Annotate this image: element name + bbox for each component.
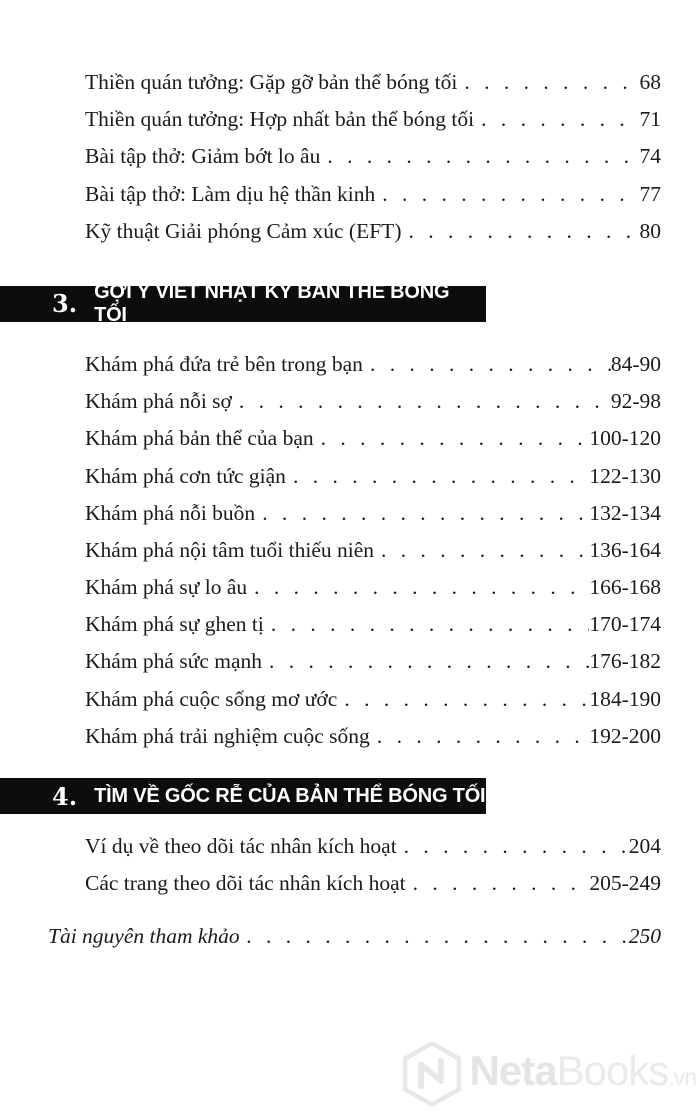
toc-resources-row [48, 918, 661, 955]
toc-entry-page: 80 [639, 218, 661, 243]
toc-entry-title: Khám phá bản thể của bạn [85, 426, 314, 451]
toc-entry-row [85, 176, 661, 213]
toc-entry-row [85, 495, 661, 532]
toc-entry-page: 77 [639, 181, 661, 206]
section-3-header [0, 280, 486, 326]
toc-entry-title: Khám phá cuộc sống mơ ước [85, 686, 338, 711]
toc-entry-title: Khám phá nội tâm tuổi thiếu niên [85, 537, 375, 562]
toc-entry-page: 71 [639, 107, 661, 132]
toc-entry-title: Bài tập thở: Làm dịu hệ thần kinh [85, 181, 376, 206]
section-number: 4. [52, 781, 78, 811]
dot-leader [375, 176, 639, 213]
toc-entry-row [85, 718, 661, 755]
toc-top-list [0, 0, 700, 250]
toc-entry-row [85, 681, 661, 718]
toc-entry-title: Khám phá nỗi buồn [85, 500, 256, 525]
toc-entry-title: Khám phá đứa trẻ bên trong bạn [85, 351, 363, 376]
section-number: 3. [52, 289, 78, 319]
dot-leader [255, 495, 589, 532]
dot-leader [240, 918, 629, 955]
dot-leader [474, 101, 639, 138]
toc-section3-list [0, 322, 700, 755]
dot-leader [262, 643, 589, 680]
toc-entry-title: Khám phá sự ghen tị [85, 612, 264, 637]
toc-entry-page: 132-134 [589, 500, 661, 525]
watermark-brand-books: Books [556, 1047, 669, 1094]
toc-entry-page: 250 [628, 924, 661, 949]
dot-leader [374, 532, 589, 569]
dot-leader [247, 569, 589, 606]
toc-entry-row [85, 458, 661, 495]
toc-entry-row [85, 532, 661, 569]
toc-entry-page: 184-190 [589, 686, 661, 711]
toc-entry-page: 192-200 [589, 723, 661, 748]
toc-entry-title: Khám phá trải nghiệm cuộc sống [85, 723, 370, 748]
toc-entry-page: 136-164 [589, 537, 661, 562]
dot-leader [264, 606, 589, 643]
dot-leader [401, 213, 639, 250]
toc-entry-title: Khám phá nỗi sợ [85, 389, 232, 414]
toc-entry-page: 100-120 [589, 426, 661, 451]
toc-entry-title: Khám phá cơn tức giận [85, 463, 286, 488]
watermark-text [469, 1047, 696, 1098]
watermark [400, 1040, 696, 1108]
toc-entry-title: Khám phá sức mạnh [85, 649, 263, 674]
toc-section4-list [0, 814, 700, 902]
toc-entry-row [85, 383, 661, 420]
toc-entry-title: Ví dụ về theo dõi tác nhân kích hoạt [85, 834, 397, 858]
section-title: TÌM VỀ GỐC RỄ CỦA BẢN THỂ BÓNG TỐI [94, 784, 486, 807]
dot-leader [286, 458, 589, 495]
toc-entry-row [85, 606, 661, 643]
toc-entry-page: 92-98 [610, 389, 661, 414]
section-4-header [0, 778, 486, 814]
toc-entry-title: Thiền quán tưởng: Gặp gỡ bản thể bóng tối [85, 70, 458, 94]
toc-entry-row [85, 828, 661, 865]
toc-entry-page: 122-130 [589, 463, 661, 488]
toc-entry-row [85, 64, 661, 101]
watermark-tld: .vn [668, 1064, 696, 1090]
toc-entry-page: 68 [639, 70, 661, 94]
toc-entry-title: Kỹ thuật Giải phóng Cảm xúc (EFT) [85, 218, 402, 243]
dot-leader [370, 718, 590, 755]
toc-entry-page: 170-174 [589, 612, 661, 637]
toc-entry-page: 176-182 [589, 649, 661, 674]
dot-leader [397, 828, 629, 865]
toc-entry-page: 166-168 [589, 575, 661, 600]
toc-entry-title: Bài tập thở: Giảm bớt lo âu [85, 144, 321, 169]
dot-leader [320, 138, 639, 175]
toc-entry-title: Thiền quán tưởng: Hợp nhất bản thể bóng tối [85, 107, 475, 132]
toc-entry-page: 204 [628, 834, 661, 858]
toc-entry-row [85, 643, 661, 680]
toc-entry-row [85, 138, 661, 175]
toc-entry-title: Khám phá sự lo âu [85, 575, 248, 600]
toc-entry-row [85, 865, 661, 902]
toc-entry-row [85, 213, 661, 250]
toc-entry-row [85, 101, 661, 138]
toc-entry-row [85, 420, 661, 457]
watermark-brand-neta: Neta [469, 1047, 557, 1094]
section-title: GỢI Ý VIẾT NHẬT KÝ BẢN THỂ BÓNG TỐI [94, 280, 450, 326]
dot-leader [232, 383, 611, 420]
dot-leader [363, 346, 611, 383]
netabooks-hexagon-n-icon [400, 1040, 464, 1108]
dot-leader [337, 681, 589, 718]
dot-leader [314, 420, 590, 457]
toc-entry-page: 84-90 [610, 351, 661, 376]
toc-entry-row [85, 346, 661, 383]
toc-entry-row [85, 569, 661, 606]
toc-entry-title: Tài nguyên tham khảo [48, 924, 240, 949]
toc-entry-title: Các trang theo dõi tác nhân kích hoạt [85, 871, 406, 896]
toc-entry-page: 205-249 [589, 871, 661, 896]
dot-leader [406, 865, 590, 902]
toc-entry-page: 74 [639, 144, 661, 169]
dot-leader [457, 64, 639, 101]
